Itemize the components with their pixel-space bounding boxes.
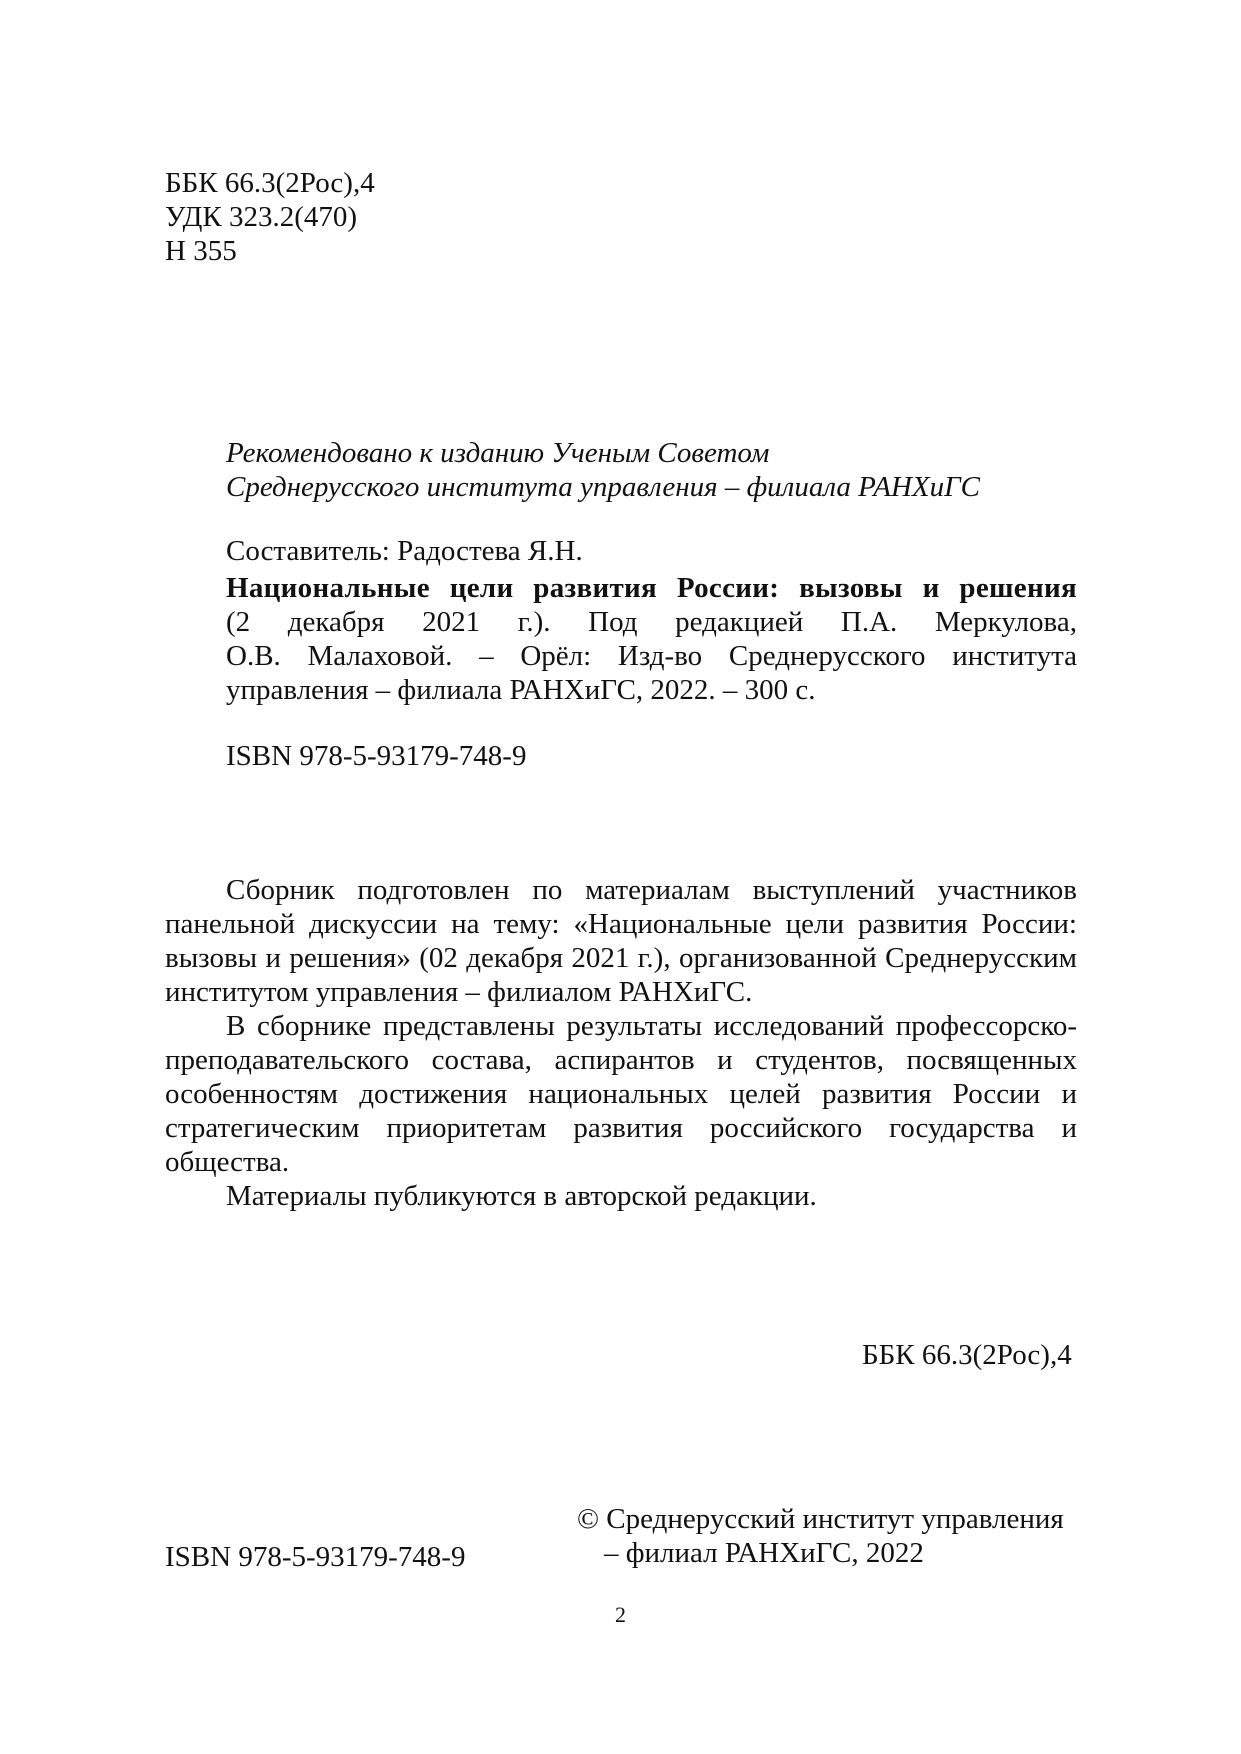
- bibliographic-record: [226, 571, 1077, 707]
- compiler-line: Составитель: Радостева Я.Н.: [226, 535, 583, 567]
- classification-block: [165, 166, 375, 268]
- annotation-paragraph-1: Сборник подготовлен по материалам выступлений участников панельной дискуссии на тему: «Национальные цели развития России: вызовы и решения» (02 декабря 2021 г.), организованной Среднерусским институтом управления – филиалом РАНХиГС.: [165, 874, 1077, 1008]
- annotation-paragraph-2: В сборнике представлены результаты исследований профессорско-преподавательского состава, аспирантов и студентов, посвященных особенностям достижения национальных целей развития России и стратегическим приоритетам развития российского государства и общества.: [165, 1010, 1077, 1178]
- recommendation-line-1: Рекомендовано к изданию Ученым Советом: [226, 437, 770, 469]
- copyright-notice: [577, 1502, 1064, 1570]
- bbk-code: ББК 66.3(2Рос),4: [165, 167, 375, 199]
- copyright-line-2: – филиал РАНХиГС, 2022: [604, 1537, 924, 1569]
- udk-code: УДК 323.2(470): [165, 201, 358, 233]
- book-title: Национальные цели развития России: вызовы и решения: [226, 572, 1077, 604]
- recommendation-line-2: Среднерусского института управления – филиала РАНХиГС: [226, 471, 980, 503]
- annotation-paragraph-3: Материалы публикуются в авторской редакции.: [226, 1180, 817, 1212]
- copyright-line-1: © Среднерусский институт управления: [577, 1503, 1064, 1535]
- biblio-line-3: О.В. Малаховой. – Орёл: Изд-во Среднерусского института: [226, 640, 1077, 672]
- bbk-bottom: ББК 66.3(2Рос),4: [862, 1339, 1072, 1371]
- page-number: 2: [615, 1602, 626, 1627]
- biblio-line-2: (2 декабря 2021 г.). Под редакцией П.А. Меркулова,: [226, 606, 1077, 638]
- author-mark: Н 355: [165, 235, 237, 267]
- biblio-line-4: управления – филиала РАНХиГС, 2022. – 300 с.: [226, 674, 816, 706]
- annotation: [165, 873, 1077, 1213]
- isbn-bottom: ISBN 978-5-93179-748-9: [165, 1541, 466, 1573]
- isbn-top: ISBN 978-5-93179-748-9: [226, 740, 527, 772]
- recommendation-note: [226, 436, 980, 504]
